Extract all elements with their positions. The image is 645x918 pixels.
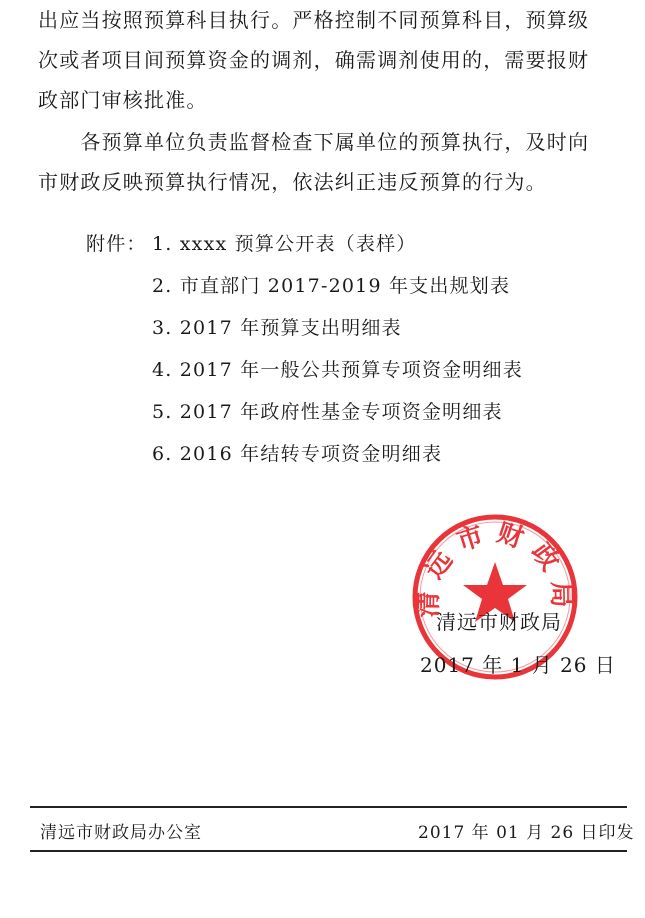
attachment-item: 3. 2017 年预算支出明细表 [152, 317, 402, 339]
signature-date: 2017 年 1 月 26 日 [420, 653, 616, 677]
signature-org: 清远市财政局 [436, 610, 562, 634]
paragraph-line: 各预算单位负责监督检查下属单位的预算执行，及时向 [38, 130, 590, 154]
attachments-label: 附件： [86, 233, 147, 255]
paragraph-line: 市财政反映预算执行情况，依法纠正违反预算的行为。 [38, 170, 547, 194]
body-paragraph-2 [38, 122, 608, 202]
attachment-item: 6. 2016 年结转专项资金明细表 [152, 443, 443, 465]
footer-bottom-rule [30, 850, 627, 852]
seal-text: 清远市财政局 [413, 517, 577, 618]
attachment-item: 1. xxxx 预算公开表（表样） [152, 233, 417, 255]
paragraph-line: 出应当按照预算科目执行。严格控制不同预算科目，预算级 [38, 8, 590, 32]
footer-issuer: 清远市财政局办公室 [40, 823, 202, 843]
footer-print-date: 2017 年 01 月 26 日印发 [418, 823, 635, 843]
footer-top-rule [30, 806, 627, 808]
body-paragraph-1 [38, 0, 608, 120]
paragraph-line: 政部门审核批准。 [38, 88, 208, 112]
attachment-item: 2. 市直部门 2017-2019 年支出规划表 [152, 275, 511, 297]
attachment-item: 4. 2017 年一般公共预算专项资金明细表 [152, 359, 523, 381]
attachment-item: 5. 2017 年政府性基金专项资金明细表 [152, 401, 503, 423]
paragraph-line: 次或者项目间预算资金的调剂，确需调剂使用的，需要报财 [38, 48, 590, 72]
